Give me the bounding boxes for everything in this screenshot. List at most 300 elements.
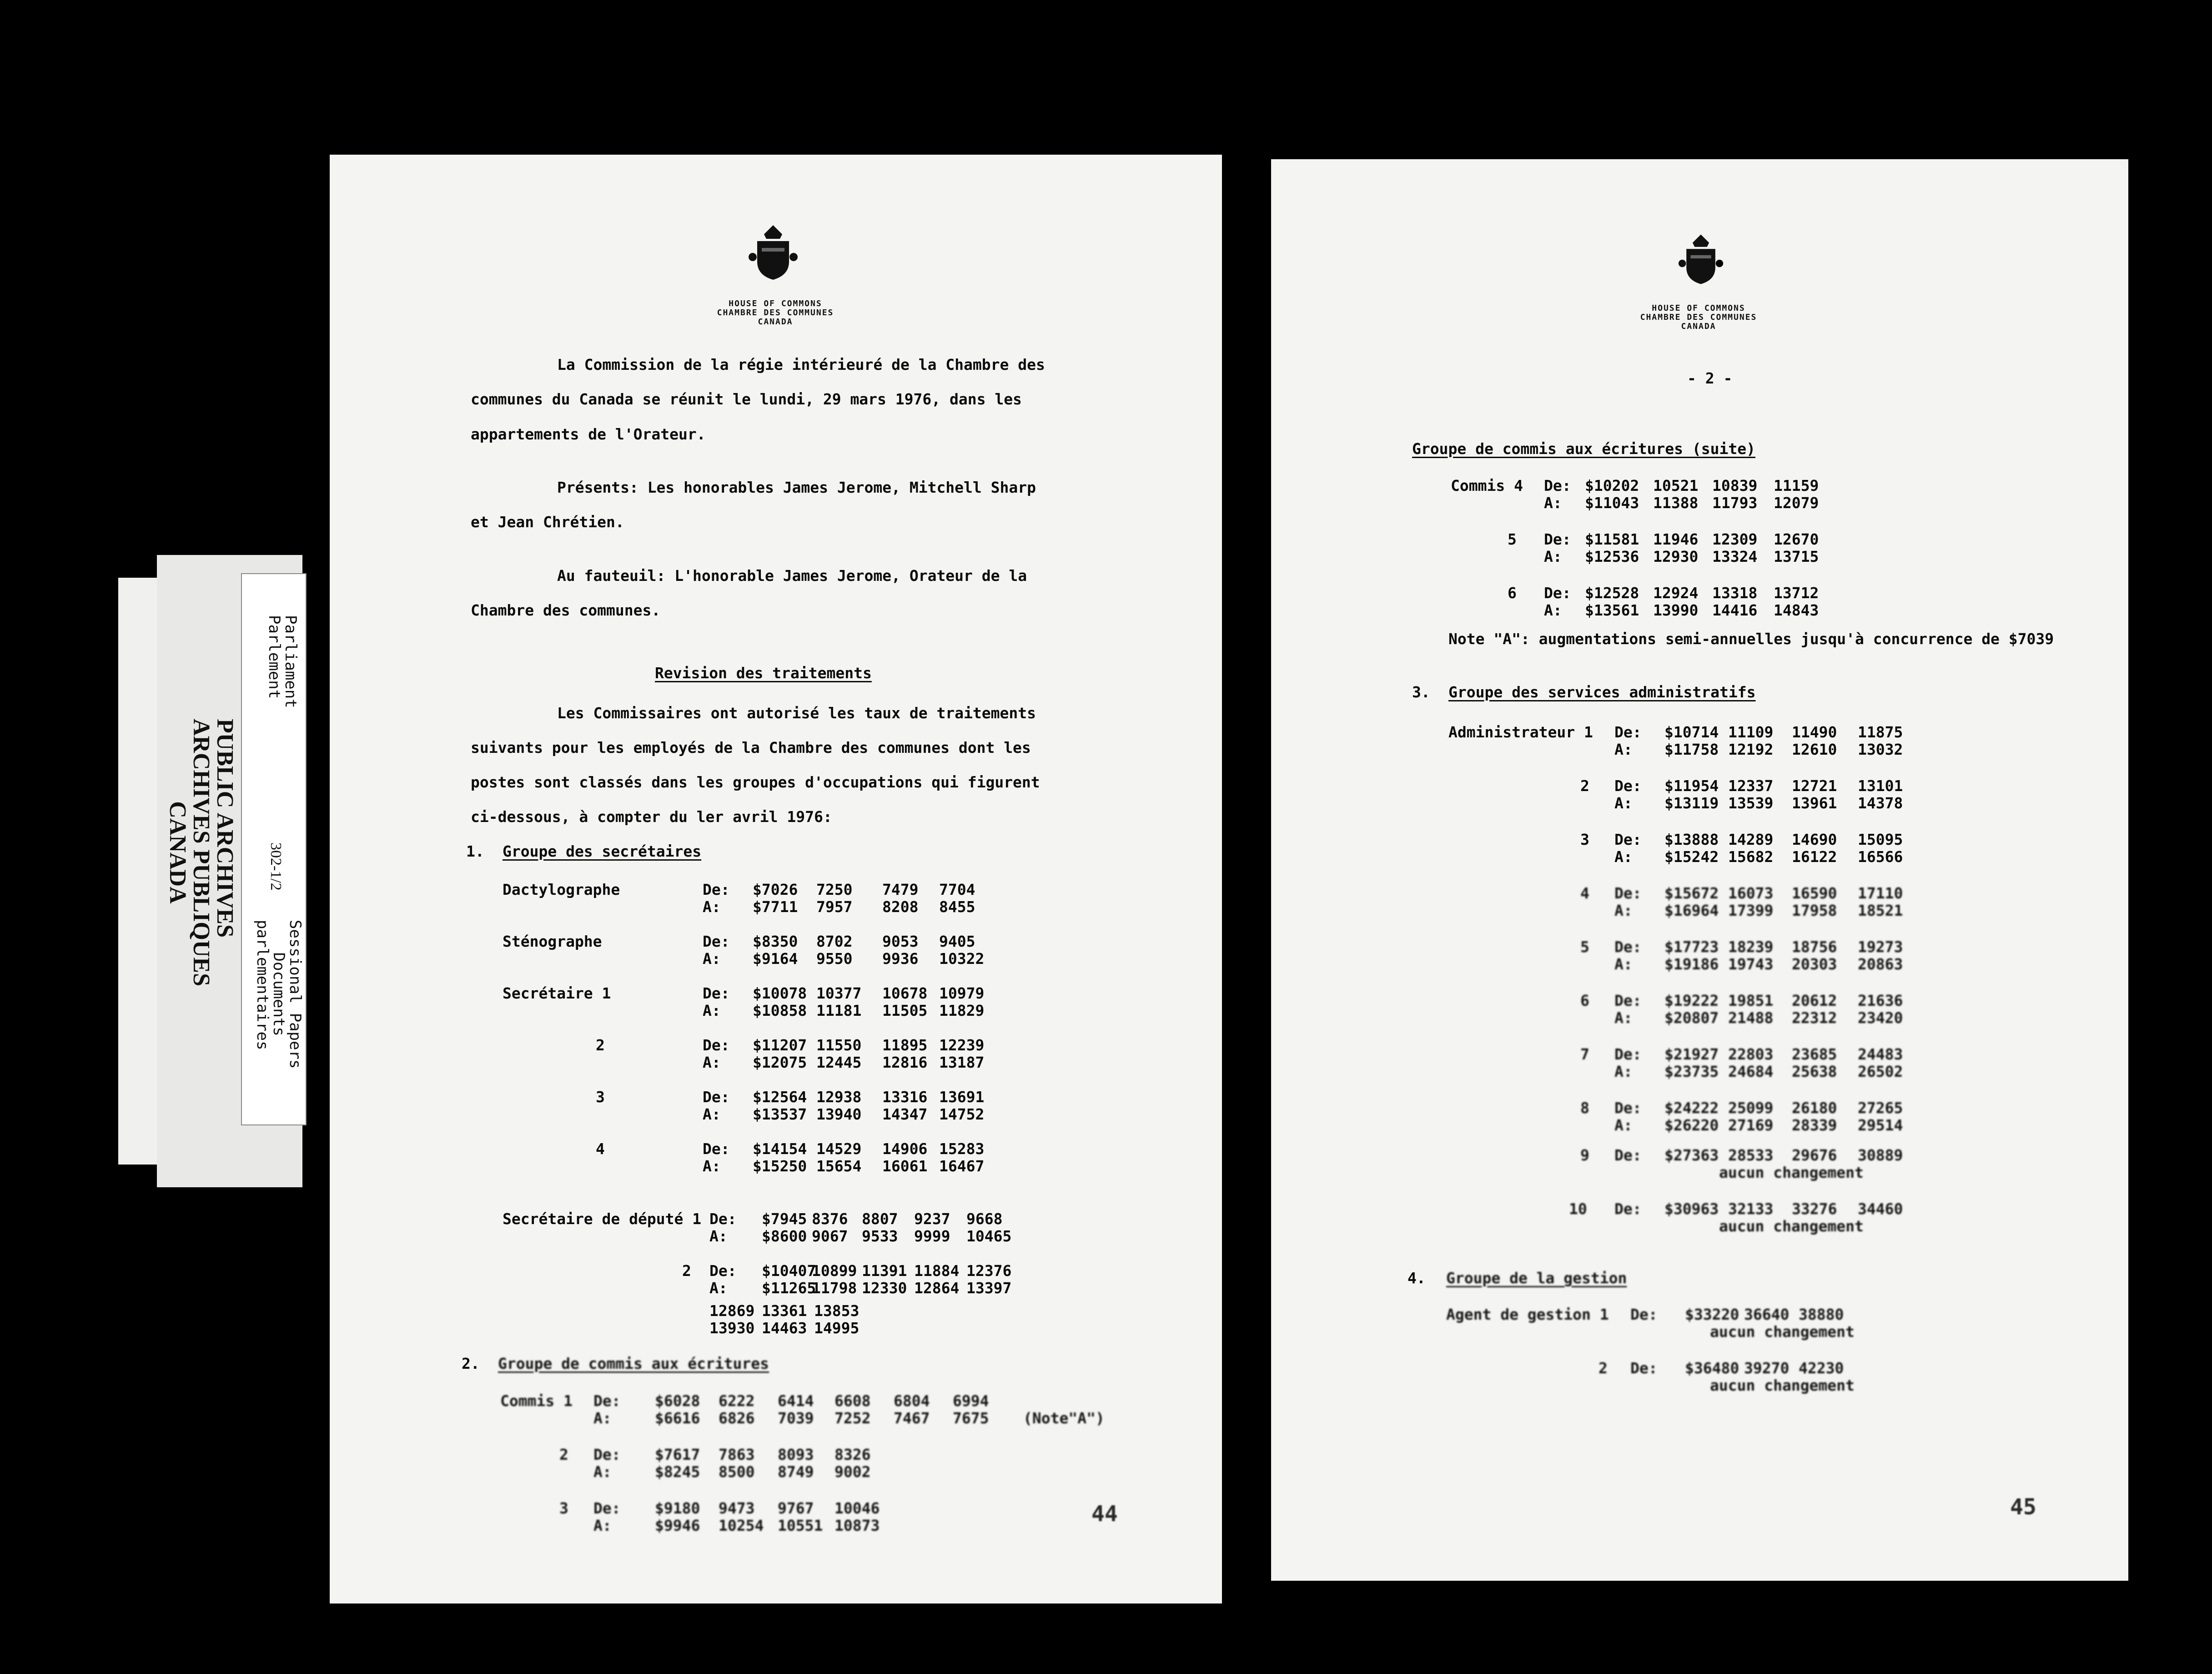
salary-cell: 7039	[778, 1409, 814, 1427]
salary-cell: $26220	[1664, 1116, 1719, 1134]
de-label: De:	[593, 1499, 621, 1517]
row-note: aucun changement	[1710, 1377, 1855, 1394]
a-label: A:	[593, 1463, 612, 1481]
salary-cell: 19273	[1858, 938, 1903, 956]
salary-cell: 11181	[816, 1002, 862, 1019]
salary-cell: 20612	[1792, 992, 1837, 1009]
card-line: Parlement	[265, 615, 283, 699]
salary-cell: 8326	[835, 1446, 871, 1463]
salary-cell: 10551	[778, 1517, 823, 1534]
row-label: Agent de gestion 1	[1446, 1306, 1609, 1323]
de-label: De:	[1544, 584, 1571, 602]
salary-cell: 18239	[1728, 938, 1774, 956]
salary-cell: 8455	[939, 898, 975, 916]
salary-cell: 11550	[816, 1036, 862, 1054]
salary-cell: 11505	[882, 1002, 928, 1019]
de-label: De:	[703, 933, 730, 950]
salary-cell: $12564	[753, 1088, 807, 1106]
salary-cell: 10465	[966, 1227, 1012, 1245]
salary-cell: 24684	[1728, 1063, 1774, 1080]
de-label: De:	[593, 1446, 621, 1463]
salary-cell: 9067	[812, 1227, 848, 1245]
salary-cell: 15283	[939, 1140, 985, 1158]
row-label: 5	[1580, 938, 1589, 956]
salary-cell: $11758	[1664, 741, 1719, 758]
salary-cell: $10202	[1585, 477, 1639, 494]
de-label: De:	[709, 1210, 737, 1228]
salary-cell: $8600	[762, 1227, 807, 1245]
salary-cell: 13539	[1728, 794, 1774, 812]
salary-cell: 13930	[709, 1319, 755, 1337]
card-parliament	[266, 615, 299, 708]
salary-cell: $15672	[1664, 884, 1719, 902]
salary-cell: $14154	[753, 1140, 807, 1158]
left-page	[330, 155, 1222, 1603]
group-number: 2.	[462, 1355, 480, 1372]
de-label: De:	[709, 1262, 737, 1280]
page-label: - 2 -	[1687, 369, 1733, 387]
salary-cell: 29676	[1792, 1146, 1837, 1164]
salary-cell: 30889	[1858, 1146, 1903, 1164]
salary-cell: 28339	[1792, 1116, 1837, 1134]
salary-cell: 12938	[816, 1088, 862, 1106]
salary-cell: $17723	[1664, 938, 1719, 956]
group-number: 3.	[1412, 683, 1430, 701]
de-label: De:	[1544, 530, 1571, 548]
house-of-commons-header	[666, 299, 885, 327]
salary-cell: $11954	[1664, 777, 1719, 795]
de-label: De:	[1614, 1146, 1642, 1164]
salary-cell: 15682	[1728, 848, 1774, 866]
a-label: A:	[1614, 1009, 1633, 1027]
salary-cell: 6826	[719, 1409, 755, 1427]
salary-cell: 13361	[762, 1302, 807, 1320]
salary-cell: 34460	[1858, 1200, 1903, 1218]
presents-line: et Jean Chrétien.	[471, 513, 624, 531]
salary-cell: 22803	[1728, 1045, 1774, 1063]
salary-cell: $8245	[655, 1463, 700, 1481]
row-label: 4	[1580, 884, 1589, 902]
salary-cell: $10858	[753, 1002, 807, 1019]
salary-cell: 14843	[1774, 601, 1819, 619]
salary-cell: 11895	[882, 1036, 928, 1054]
de-label: De:	[1630, 1306, 1658, 1323]
salary-cell: 13990	[1653, 601, 1699, 619]
de-label: De:	[1614, 884, 1642, 902]
salary-cell: 8807	[862, 1210, 898, 1228]
para-line: postes sont classés dans les groupes d'occupations qui figurent	[471, 773, 1040, 791]
salary-cell: 18521	[1858, 902, 1903, 919]
salary-cell: $10078	[753, 984, 807, 1002]
row-note: (Note"A")	[1023, 1409, 1105, 1427]
salary-cell: 10322	[939, 950, 985, 968]
salary-cell: 7479	[882, 881, 919, 898]
de-label: De:	[703, 1036, 730, 1054]
row-label: 2	[1580, 777, 1589, 795]
salary-cell: 10254	[719, 1517, 764, 1534]
de-label: De:	[1614, 777, 1642, 795]
salary-cell: 16061	[882, 1157, 928, 1175]
salary-cell: 13397	[966, 1279, 1012, 1297]
salary-cell: 14752	[939, 1105, 985, 1123]
salary-cell: 11388	[1653, 494, 1699, 512]
row-label: 6	[1508, 584, 1517, 602]
para-line: suivants pour les employés de la Chambre des communes dont les	[471, 739, 1031, 756]
row-label: 8	[1580, 1099, 1589, 1117]
de-label: De:	[1614, 723, 1642, 741]
note-a: Note "A": augmentations semi-annuelles jusqu'à concurrence de $7039	[1448, 630, 2054, 648]
salary-cell: 11793	[1712, 494, 1758, 512]
group-title: Groupe des services administratifs	[1448, 683, 1756, 701]
salary-cell: 7252	[835, 1409, 871, 1427]
salary-cell: 16122	[1792, 848, 1837, 866]
salary-cell: 29514	[1858, 1116, 1903, 1134]
salary-cell: 21636	[1858, 992, 1903, 1009]
salary-cell: 8749	[778, 1463, 814, 1481]
salary-cell: 8500	[719, 1463, 755, 1481]
row-label: 2	[1599, 1359, 1608, 1377]
salary-cell: 33276	[1792, 1200, 1837, 1218]
row-label: 7	[1580, 1045, 1589, 1063]
salary-cell: 9473	[719, 1499, 755, 1517]
salary-cell: 13853	[814, 1302, 860, 1320]
salary-cell: 17958	[1792, 902, 1837, 919]
a-label: A:	[1614, 848, 1633, 866]
a-label: A:	[1614, 955, 1633, 973]
group-title: Groupe des secrétaires	[503, 842, 702, 860]
salary-cell: 13032	[1858, 741, 1903, 758]
de-label: De:	[1544, 477, 1571, 494]
a-label: A:	[703, 1105, 721, 1123]
salary-cell: 9053	[882, 933, 919, 950]
salary-cell: $21927	[1664, 1045, 1719, 1063]
de-label: De:	[593, 1392, 621, 1410]
salary-cell: 14690	[1792, 831, 1837, 848]
salary-cell: 16073	[1728, 884, 1774, 902]
fauteuil-line: Chambre des communes.	[471, 601, 661, 619]
salary-cell: 12079	[1774, 494, 1819, 512]
salary-cell: 17399	[1728, 902, 1774, 919]
salary-cell: 14995	[814, 1319, 860, 1337]
row-label: 2	[559, 1446, 568, 1463]
salary-cell: 9405	[939, 933, 975, 950]
salary-cell: 16590	[1792, 884, 1837, 902]
salary-cell: 13715	[1774, 548, 1819, 565]
row-label: Administrateur 1	[1448, 723, 1593, 741]
page-number: 44	[1091, 1501, 1118, 1527]
salary-cell: $27363	[1664, 1146, 1719, 1164]
a-label: A:	[703, 1002, 721, 1019]
salary-cell: 19743	[1728, 955, 1774, 973]
row-label: 3	[559, 1499, 568, 1517]
row-label: Sténographe	[503, 933, 602, 950]
salary-cell: 26502	[1858, 1063, 1903, 1080]
salary-cell: 12376	[966, 1262, 1012, 1280]
salary-cell: 20863	[1858, 955, 1903, 973]
continuation-title: Groupe de commis aux écritures (suite)	[1412, 440, 1755, 458]
row-label: 10	[1569, 1200, 1587, 1218]
salary-cell: 9237	[914, 1210, 950, 1228]
salary-cell: $13537	[753, 1105, 807, 1123]
de-label: De:	[1614, 938, 1642, 956]
salary-cell: 14378	[1858, 794, 1903, 812]
salary-cell: 10873	[835, 1517, 880, 1534]
de-label: De:	[703, 1140, 730, 1158]
salary-cell: $19186	[1664, 955, 1719, 973]
salary-cell: 20303	[1792, 955, 1837, 973]
salary-cell: 8093	[778, 1446, 814, 1463]
row-label: 2	[596, 1036, 605, 1054]
de-label: De:	[1630, 1359, 1658, 1377]
salary-cell: 27265	[1858, 1099, 1903, 1117]
salary-cell: 7957	[816, 898, 853, 916]
salary-cell: 6804	[894, 1392, 930, 1410]
salary-cell: 32133	[1728, 1200, 1774, 1218]
salary-cell: 16566	[1858, 848, 1903, 866]
a-label: A:	[709, 1227, 728, 1245]
intro-line: communes du Canada se réunit le lundi, 29 mars 1976, dans les	[471, 390, 1022, 408]
row-label: Commis 1	[500, 1392, 573, 1410]
salary-cell: 25099	[1728, 1099, 1774, 1117]
salary-cell: 6414	[778, 1392, 814, 1410]
card-sessional-papers	[254, 920, 303, 1069]
salary-cell: $11265	[762, 1279, 816, 1297]
group-title: Groupe de commis aux écritures	[498, 1355, 769, 1372]
salary-cell: 36640	[1744, 1306, 1790, 1323]
row-label: Dactylographe	[503, 881, 620, 898]
row-label: Secrétaire 1	[503, 984, 611, 1002]
card-reference: 302-1/2	[267, 842, 284, 891]
salary-cell: 13691	[939, 1088, 985, 1106]
salary-cell: 11884	[914, 1262, 960, 1280]
salary-cell: 26180	[1792, 1099, 1837, 1117]
salary-cell: 7467	[894, 1409, 930, 1427]
salary-cell: $36480	[1685, 1359, 1739, 1377]
salary-cell: 21488	[1728, 1009, 1774, 1027]
coat-of-arms-icon	[748, 223, 798, 282]
salary-cell: 14529	[816, 1140, 862, 1158]
salary-cell: 7675	[953, 1409, 989, 1427]
salary-cell: $11043	[1585, 494, 1639, 512]
a-label: A:	[1614, 741, 1633, 758]
salary-cell: 15095	[1858, 831, 1903, 848]
salary-cell: 12337	[1728, 777, 1774, 795]
salary-cell: 11798	[812, 1279, 857, 1297]
fauteuil-line: Au fauteuil: L'honorable James Jerome, Orateur de la	[557, 567, 1027, 585]
salary-cell: $33220	[1685, 1306, 1739, 1323]
a-label: A:	[1544, 601, 1562, 619]
salary-cell: 10521	[1653, 477, 1699, 494]
header-line: HOUSE OF COMMONS	[1652, 303, 1745, 313]
salary-cell: 12721	[1792, 777, 1837, 795]
salary-cell: 12670	[1774, 530, 1819, 548]
de-label: De:	[703, 984, 730, 1002]
para-line: ci-dessous, à compter du ler avril 1976:	[471, 808, 832, 826]
salary-cell: 12930	[1653, 548, 1699, 565]
salary-cell: 12192	[1728, 741, 1774, 758]
salary-cell: $9180	[655, 1499, 700, 1517]
salary-cell: $15250	[753, 1157, 807, 1175]
archive-line: ARCHIVES PUBLIQUES	[188, 719, 214, 987]
salary-cell: 7704	[939, 881, 975, 898]
row-label: 3	[1580, 831, 1589, 848]
salary-cell: 11875	[1858, 723, 1903, 741]
salary-cell: 7863	[719, 1446, 755, 1463]
salary-cell: 13961	[1792, 794, 1837, 812]
salary-cell: 13316	[882, 1088, 928, 1106]
salary-cell: 8702	[816, 933, 853, 950]
salary-cell: 10979	[939, 984, 985, 1002]
salary-cell: $11581	[1585, 530, 1639, 548]
salary-cell: 11946	[1653, 530, 1699, 548]
salary-cell: 9002	[835, 1463, 871, 1481]
salary-cell: $7026	[753, 881, 798, 898]
salary-cell: 11829	[939, 1002, 985, 1019]
row-note: aucun changement	[1710, 1323, 1855, 1341]
a-label: A:	[1614, 794, 1633, 812]
salary-cell: 10046	[835, 1499, 880, 1517]
salary-cell: 13324	[1712, 548, 1758, 565]
salary-cell: 12924	[1653, 584, 1699, 602]
card-line: Parliament	[282, 615, 300, 708]
salary-cell: 25638	[1792, 1063, 1837, 1080]
salary-cell: $7711	[753, 898, 798, 916]
salary-cell: 12330	[862, 1279, 907, 1297]
salary-cell: $10407	[762, 1262, 816, 1280]
right-page	[1271, 159, 2128, 1581]
card-line: Documents	[270, 952, 288, 1036]
salary-cell: 8376	[812, 1210, 848, 1228]
salary-cell: 13187	[939, 1054, 985, 1071]
salary-cell: $7945	[762, 1210, 807, 1228]
archive-line: CANADA	[165, 801, 191, 904]
salary-cell: $24222	[1664, 1099, 1719, 1117]
salary-cell: 12445	[816, 1054, 862, 1071]
de-label: De:	[1614, 831, 1642, 848]
salary-cell: 24483	[1858, 1045, 1903, 1063]
salary-cell: $9164	[753, 950, 798, 968]
salary-cell: 12239	[939, 1036, 985, 1054]
salary-cell: $23735	[1664, 1063, 1719, 1080]
card-line: Sessional Papers	[286, 920, 304, 1069]
coat-of-arms-icon	[1678, 232, 1724, 287]
salary-cell: 18756	[1792, 938, 1837, 956]
group-number: 4.	[1408, 1269, 1426, 1287]
archive-tab-text	[166, 719, 236, 986]
salary-cell: 15654	[816, 1157, 862, 1175]
row-label: 6	[1580, 992, 1589, 1009]
header-line: CANADA	[1681, 322, 1716, 331]
salary-cell: 10377	[816, 984, 862, 1002]
salary-cell: 17110	[1858, 884, 1903, 902]
salary-cell: 14906	[882, 1140, 928, 1158]
page-number: 45	[2010, 1494, 2036, 1520]
salary-cell: 14347	[882, 1105, 928, 1123]
salary-cell: 9936	[882, 950, 919, 968]
row-note: aucun changement	[1719, 1217, 1864, 1235]
salary-cell: 38880	[1799, 1306, 1844, 1323]
salary-cell: 13712	[1774, 584, 1819, 602]
salary-cell: $13888	[1664, 831, 1719, 848]
archive-line: PUBLIC ARCHIVES	[212, 719, 238, 938]
row-label: Commis 4	[1451, 477, 1523, 494]
a-label: A:	[703, 950, 721, 968]
salary-cell: $6028	[655, 1392, 700, 1410]
salary-cell: $9946	[655, 1517, 700, 1534]
a-label: A:	[703, 1157, 721, 1175]
row-note: aucun changement	[1719, 1164, 1864, 1181]
salary-cell: 9767	[778, 1499, 814, 1517]
salary-cell: 7250	[816, 881, 853, 898]
row-label: 3	[596, 1088, 605, 1106]
salary-cell: 6608	[835, 1392, 871, 1410]
de-label: De:	[1614, 1045, 1642, 1063]
salary-cell: $12528	[1585, 584, 1639, 602]
salary-cell: 6994	[953, 1392, 989, 1410]
row-label: Secrétaire de député 1	[503, 1210, 702, 1228]
salary-cell: 22312	[1792, 1009, 1837, 1027]
a-label: A:	[1544, 494, 1562, 512]
row-label: 2	[682, 1262, 691, 1280]
card-line: parlementaires	[253, 920, 271, 1050]
a-label: A:	[1544, 548, 1562, 565]
salary-cell: $13119	[1664, 794, 1719, 812]
salary-cell: $11207	[753, 1036, 807, 1054]
salary-cell: 10839	[1712, 477, 1758, 494]
row-label: 4	[596, 1140, 605, 1158]
salary-cell: $15242	[1664, 848, 1719, 866]
salary-cell: 11391	[862, 1262, 907, 1280]
salary-cell: 12816	[882, 1054, 928, 1071]
salary-cell: 11109	[1728, 723, 1774, 741]
salary-cell: 14289	[1728, 831, 1774, 848]
a-label: A:	[703, 1054, 721, 1071]
salary-cell: 9999	[914, 1227, 950, 1245]
intro-line: appartements de l'Orateur.	[471, 425, 706, 443]
salary-cell: 11159	[1774, 477, 1819, 494]
salary-cell: 42230	[1799, 1359, 1844, 1377]
house-of-commons-header	[1589, 304, 1808, 331]
salary-cell: $7617	[655, 1446, 700, 1463]
salary-cell: 14463	[762, 1319, 807, 1337]
a-label: A:	[703, 898, 721, 916]
salary-cell: 12610	[1792, 741, 1837, 758]
salary-cell: $6616	[655, 1409, 700, 1427]
salary-cell: $19222	[1664, 992, 1719, 1009]
salary-cell: 19851	[1728, 992, 1774, 1009]
salary-cell: 23420	[1858, 1009, 1903, 1027]
salary-cell: $10714	[1664, 723, 1719, 741]
salary-cell: 9550	[816, 950, 853, 968]
a-label: A:	[1614, 1063, 1633, 1080]
salary-cell: 13318	[1712, 584, 1758, 602]
salary-cell: $12536	[1585, 548, 1639, 565]
salary-cell: 12309	[1712, 530, 1758, 548]
de-label: De:	[703, 881, 730, 898]
salary-cell: 10899	[812, 1262, 857, 1280]
header-line: CHAMBRE DES COMMUNES	[1640, 313, 1757, 322]
a-label: A:	[1614, 902, 1633, 919]
salary-cell: 9668	[966, 1210, 1003, 1228]
a-label: A:	[709, 1279, 728, 1297]
salary-cell: 39270	[1744, 1359, 1790, 1377]
group-number: 1.	[466, 842, 484, 860]
presents-line: Présents: Les honorables James Jerome, Mitchell Sharp	[557, 479, 1036, 496]
de-label: De:	[703, 1088, 730, 1106]
salary-cell: 12864	[914, 1279, 960, 1297]
salary-cell: 11490	[1792, 723, 1837, 741]
salary-cell: 23685	[1792, 1045, 1837, 1063]
